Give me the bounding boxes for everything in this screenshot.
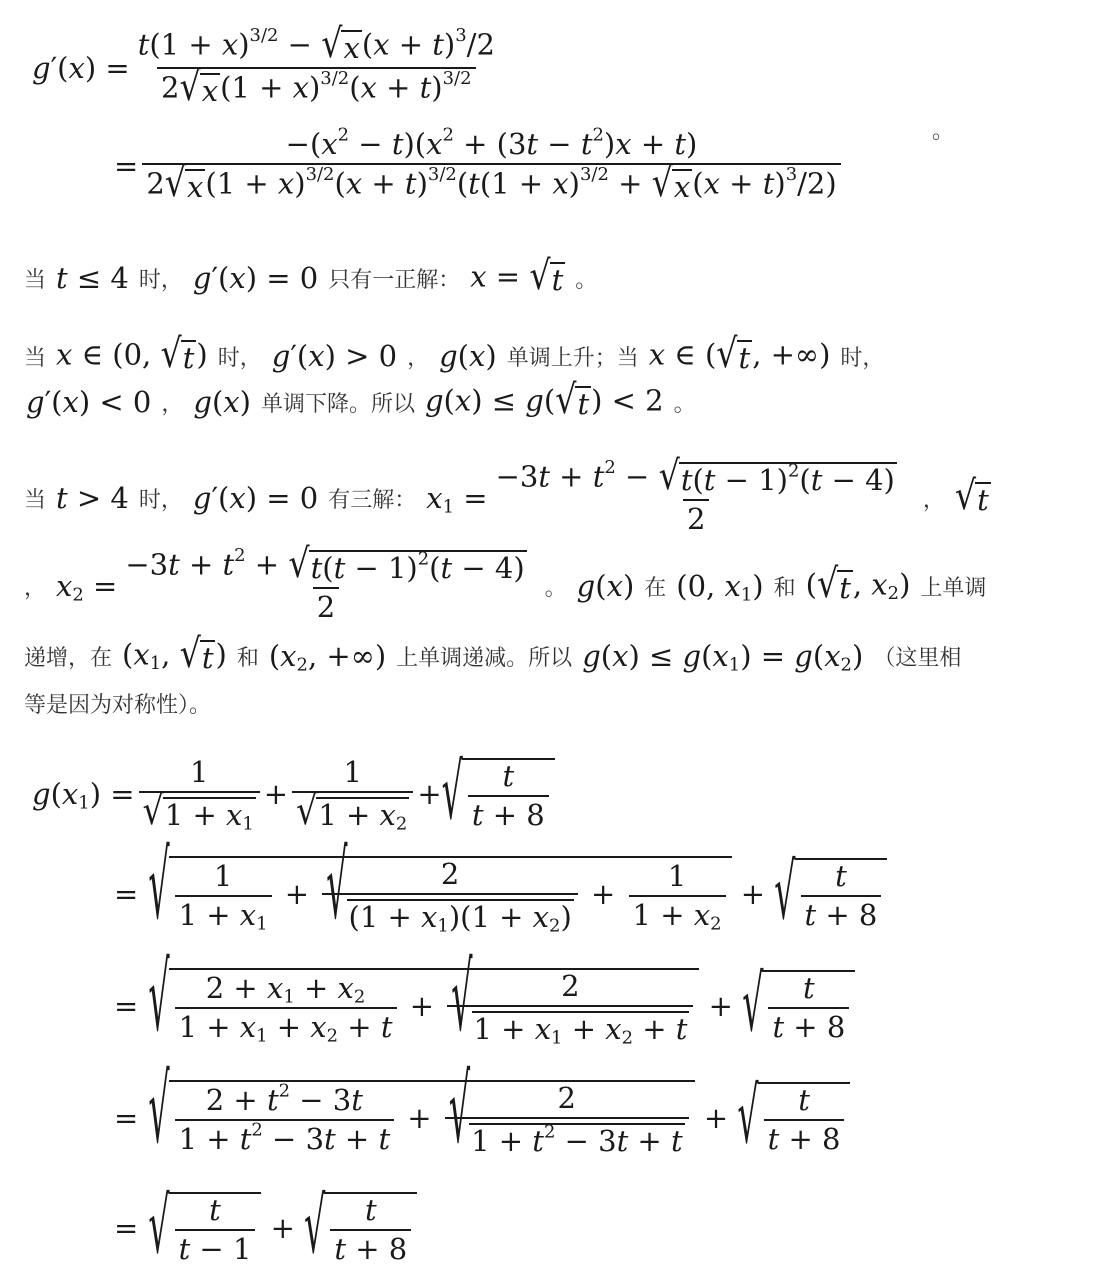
paragraph-monotonic-1: 当 x ∈ (0, √ t ) 时， g′(x) > 0 ， g(x) 单调上升；当 x ∈ ( √ t , +∞) 时， <box>24 329 885 377</box>
eq-gx1-line1: $g(x_1)$ = 1 √ $1 + x_1$ + 1 √ $1 + x_2$ + √ $\frac{t}{t + 8}$ <box>32 758 555 830</box>
eq-gx1-line4: = √ $\frac{2 + t^2 - 3t}{1 + t^2 - 3t + t}$ + 2 √ $1 + t^2 - 3t + t$ + √ $\frac{t}{t + 8}$ <box>114 1080 850 1156</box>
period-mark: 。 <box>932 119 955 144</box>
paragraph-t-gt-4-line1: 当 t > 4 时， g′(x) = 0 有三解： $x_1$ = $-3t + t^2$ − √ $t(t - 1)^2(t - 4)$ 2 ， √ t <box>24 451 989 537</box>
paragraph-monotonic-2: g′(x) < 0 ， g(x) 单调下降。所以 g(x) ≤ g( √ t ) < 2 。 <box>26 375 696 423</box>
paragraph-t-gt-4-line2: ， $x_2$ = $-3t + t^2$ + √ $t(t - 1)^2(t - 4)$ 2 。 g(x) 在 (0, $x_1$) 和 ( √ t , $x_2$) 上单调 <box>24 539 987 625</box>
eq-gprime-line2: = $-(x^2 - t)(x^2 + (3t - t^2)x + t)$ 2 √ x $(1 + x)^{3/2}(x + t)^{3/2}(t(1 + x)^{3/2}$ + √ x $(x + t)^3/2$) <box>114 130 845 202</box>
eq-gx1-line3: = √ $\frac{2 + x_1 + x_2}{1 + x_1 + x_2 + t}$ + 2 √ $1 + x_1 + x_2 + t$ + √ $\frac{t}{t + 8}$ <box>114 968 855 1044</box>
paragraph-t-gt-4-line3: 递增，在 ($x_1$, √ t ) 和 ($x_2$, +∞) 上单调递减。所以 $g(x) \le g(x_1) = g(x_2)$ （这里相 <box>24 629 962 677</box>
eq-gprime-line1: g′(x) = $t(1 + x)^{3/2}$ − √ x $(x + t)^3/2$ 2 √ x $(1 + x)^{3/2}(x + t)^{3/2}$ <box>32 19 495 110</box>
paragraph-t-le-4: 当 t ≤ 4 时， g′(x) = 0 只有一正解： x = √ t 。 <box>24 251 598 299</box>
eq-gx1-line5: = √ $\frac{t}{t - 1}$ + √ $\frac{t}{t + 8}$ <box>114 1192 417 1264</box>
paragraph-t-gt-4-line4: 等是因为对称性）。 <box>24 693 212 718</box>
eq-gx1-line2: = √ $\frac{1}{1 + x_1}$ + 2 √ $(1 + x_1)(1 + x_2)$ + $\frac{1}{1 + x_2}$ + √ $\frac{t}{t + 8}$ <box>114 856 887 932</box>
